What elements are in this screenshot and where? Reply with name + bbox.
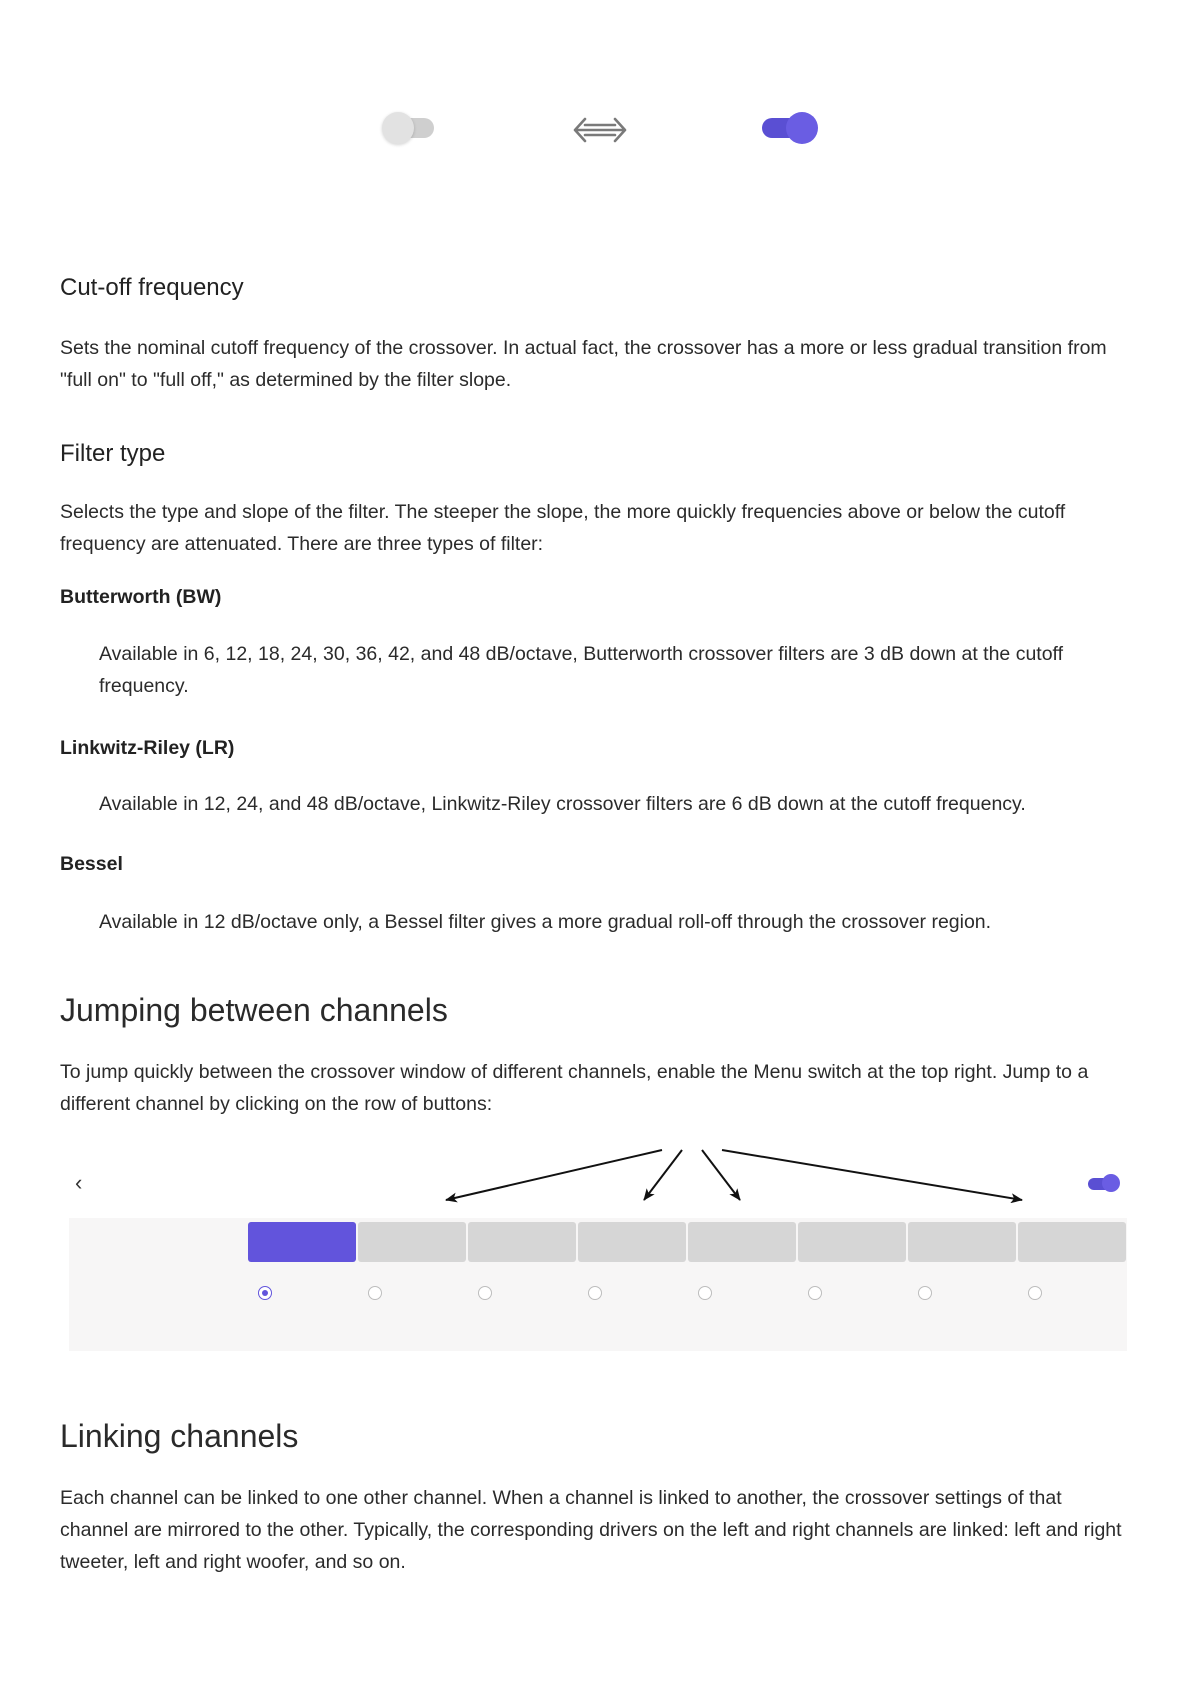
channel-radio-3[interactable] — [478, 1286, 492, 1300]
filter-term: Linkwitz-Riley (LR) — [60, 737, 235, 759]
filter-type-heading: Filter type — [60, 440, 166, 467]
channel-radio-2[interactable] — [368, 1286, 382, 1300]
jumping-body-block — [60, 1056, 1130, 1120]
callout-arrow — [644, 1150, 682, 1200]
callout-arrow — [702, 1150, 740, 1200]
callout-arrow — [446, 1150, 662, 1200]
filter-item-linkwitz-riley — [60, 737, 1130, 760]
linking-heading: Linking channels — [60, 1418, 299, 1454]
channel-radio-4[interactable] — [588, 1286, 602, 1300]
toggle-on-switch — [762, 112, 818, 142]
channel-radio-6[interactable] — [808, 1286, 822, 1300]
linking-section — [60, 1418, 1130, 1455]
jumping-body: To jump quickly between the crossover window of different channels, enable the Menu switch at the top right. Jump to a different channel by clicking on the row of buttons: — [60, 1061, 1089, 1115]
channel-radio-5[interactable] — [698, 1286, 712, 1300]
toggle-illustration — [0, 112, 1190, 152]
switch-knob — [786, 112, 818, 144]
jumping-heading: Jumping between channels — [60, 992, 448, 1028]
linking-body-block — [60, 1482, 1130, 1578]
filter-term: Bessel — [60, 853, 123, 875]
filter-term: Butterworth (BW) — [60, 586, 222, 608]
channel-radio-row — [248, 1286, 1126, 1304]
linking-body: Each channel can be linked to one other channel. When a channel is linked to another, the crossover settings of that channel are mirrored to the other. Typically, the corresponding drivers on the left and right channels are linked: left and right tweeter, left and right woofer, and so on. — [60, 1487, 1122, 1573]
filter-type-section — [60, 440, 1130, 468]
channel-jump-figure — [60, 1140, 1130, 1360]
callout-arrow — [722, 1150, 1022, 1200]
channel-panel — [69, 1218, 1127, 1351]
filter-def-linkwitz-riley — [60, 788, 1130, 820]
filter-item-butterworth — [60, 586, 1130, 609]
filter-type-body: Selects the type and slope of the filter. The steeper the slope, the more quickly frequencies above or below the cutoff frequency are attenuated. There are three types of filter: — [60, 501, 1066, 555]
chevron-left-icon[interactable]: ‹ — [75, 1170, 83, 1195]
switch-knob — [382, 112, 414, 144]
filter-def-butterworth — [60, 638, 1130, 702]
filter-definition: Available in 12, 24, and 48 dB/octave, Linkwitz-Riley crossover filters are 6 dB down at the cutoff frequency. — [99, 793, 1026, 815]
cutoff-body-block — [60, 332, 1130, 396]
callout-arrows — [60, 1140, 1130, 1230]
cutoff-heading: Cut-off frequency — [60, 274, 244, 301]
filter-type-body-block — [60, 496, 1130, 560]
filter-definition: Available in 6, 12, 18, 24, 30, 36, 42, and 48 dB/octave, Butterworth crossover filters are 3 dB down at the cutoff frequency. — [99, 643, 1064, 697]
cutoff-body: Sets the nominal cutoff frequency of the crossover. In actual fact, the crossover has a more or less gradual transition from "full on" to "full off," as determined by the filter slope. — [60, 337, 1107, 391]
channel-radio-8[interactable] — [1028, 1286, 1042, 1300]
channel-radio-1[interactable] — [258, 1286, 272, 1300]
jumping-section — [60, 992, 1130, 1029]
channel-radio-7[interactable] — [918, 1286, 932, 1300]
cutoff-section — [60, 274, 1130, 302]
filter-definition: Available in 12 dB/octave only, a Bessel filter gives a more gradual roll-off through the crossover region. — [99, 911, 992, 933]
filter-item-bessel — [60, 853, 1130, 876]
toggle-off-switch — [382, 112, 438, 142]
filter-def-bessel — [60, 906, 1130, 938]
double-arrow-icon — [573, 116, 627, 144]
